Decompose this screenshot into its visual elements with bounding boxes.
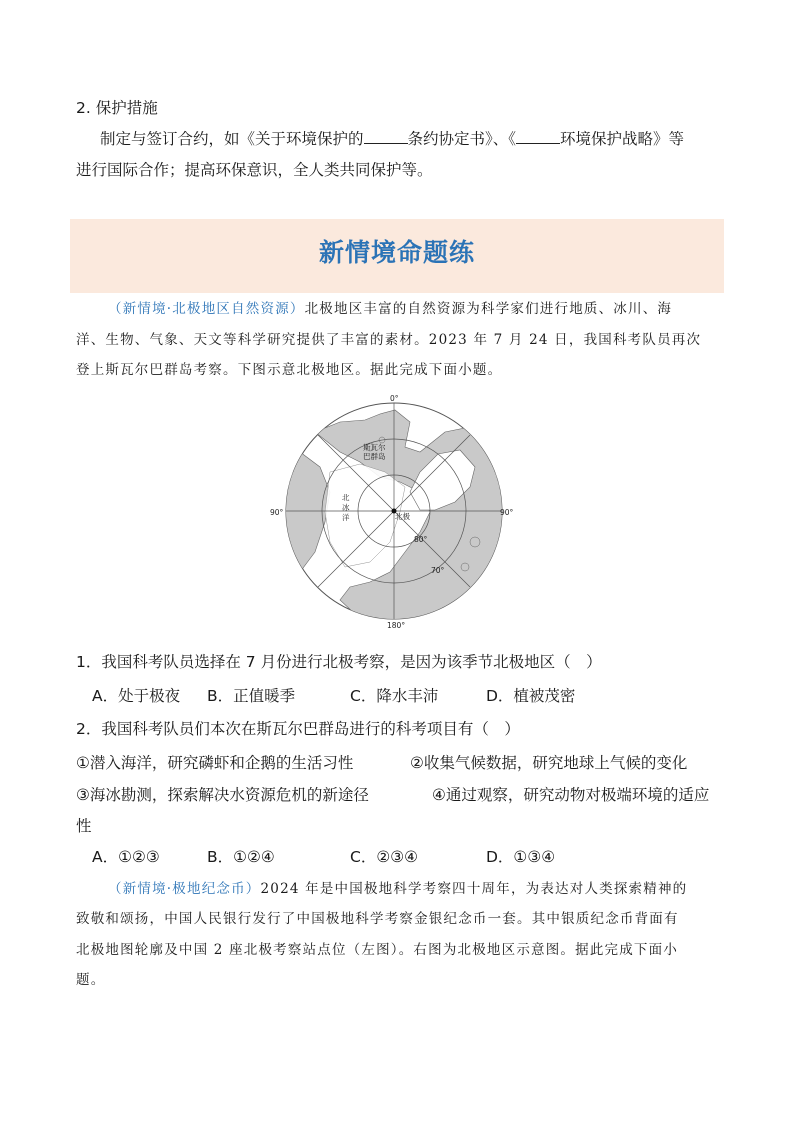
map-label-90e: 90° [500,508,514,517]
map-label-80: 80° [414,535,428,544]
text-segment: 环境保护战略》等 [560,130,685,148]
section-heading: 2. 保护措施 [76,99,158,117]
map-label-180: 180° [387,621,406,630]
question-stem: 1．我国科考队员选择在 7 月份进行北极考察，是因为该季节北极地区（ ） [76,653,602,671]
text-segment: 条约协定书》、《 [407,130,517,148]
arctic-map [270,392,520,630]
section-paragraph-line [100,127,684,149]
statement-2: ②收集气候数据，研究地球上气候的变化 [410,754,688,772]
option-c[interactable]: C．②③④ [350,848,419,866]
option-b[interactable]: B．正值暖季 [207,687,296,705]
context-tag: （新情境·极地纪念币） [108,881,261,897]
map-label-ocean: 冰 [342,503,350,512]
statement-4: ④通过观察，研究动物对极端环境的适应 [432,786,710,804]
section-paragraph-line: 进行国际合作；提高环保意识，全人类共同保护等。 [76,161,433,179]
question-stem: 2．我国科考队员们本次在斯瓦尔巴群岛进行的科考项目有（ ） [76,720,520,738]
map-label-0: 0° [390,394,399,403]
statement-4-continued: 性 [76,817,92,835]
map-label-ocean: 北 [342,493,350,502]
text-segment: 北极地区丰富的自然资源为科学家们进行地质、冰川、海 [304,301,673,317]
intro-line: 致敬和颂扬，中国人民银行发行了中国极地科学考察金银纪念币一套。其中银质纪念币背面有 [76,911,679,927]
intro-line: 北极地图轮廓及中国 2 座北极考察站点位（左图）。右图为北极地区示意图。据此完成下面小 [76,942,679,958]
text-segment: 制定与签订合约，如《关于环境保护的 [100,130,364,148]
statement-3: ③海冰勘测，探索解决水资源危机的新途径 [76,786,369,804]
statement-1: ①潜入海洋，研究磷虾和企鹅的生活习性 [76,754,354,772]
intro-line [108,297,672,317]
map-label-pole: 北极 [395,512,410,521]
map-label-island: 巴群岛 [363,452,386,461]
map-label-70: 70° [431,566,445,575]
banner-title: 新情境命题练 [318,238,475,267]
option-d[interactable]: D．①③④ [486,848,556,866]
map-label-ocean: 洋 [342,513,350,522]
option-d[interactable]: D．植被茂密 [486,687,576,705]
context-tag: （新情境·北极地区自然资源） [108,301,305,317]
option-c[interactable]: C．降水丰沛 [350,687,439,705]
map-label-90w: 90° [270,508,284,517]
intro-line [108,877,687,897]
fill-blank [516,129,560,144]
fill-blank [364,129,408,144]
option-a[interactable]: A．①②③ [92,848,160,866]
intro-line: 洋、生物、气象、天文等科学研究提供了丰富的素材。2023 年 7 月 24 日，我国科考队员再次 [76,332,702,348]
map-label-island: 斯瓦尔 [363,443,386,452]
option-a[interactable]: A．处于极夜 [92,687,181,705]
option-b[interactable]: B．①②④ [207,848,275,866]
section-banner [70,219,724,293]
intro-line: 题。 [76,972,106,988]
intro-line: 登上斯瓦尔巴群岛考察。下图示意北极地区。据此完成下面小题。 [76,362,503,378]
text-segment: 2024 年是中国极地科学考察四十周年，为表达对人类探索精神的 [260,881,688,897]
